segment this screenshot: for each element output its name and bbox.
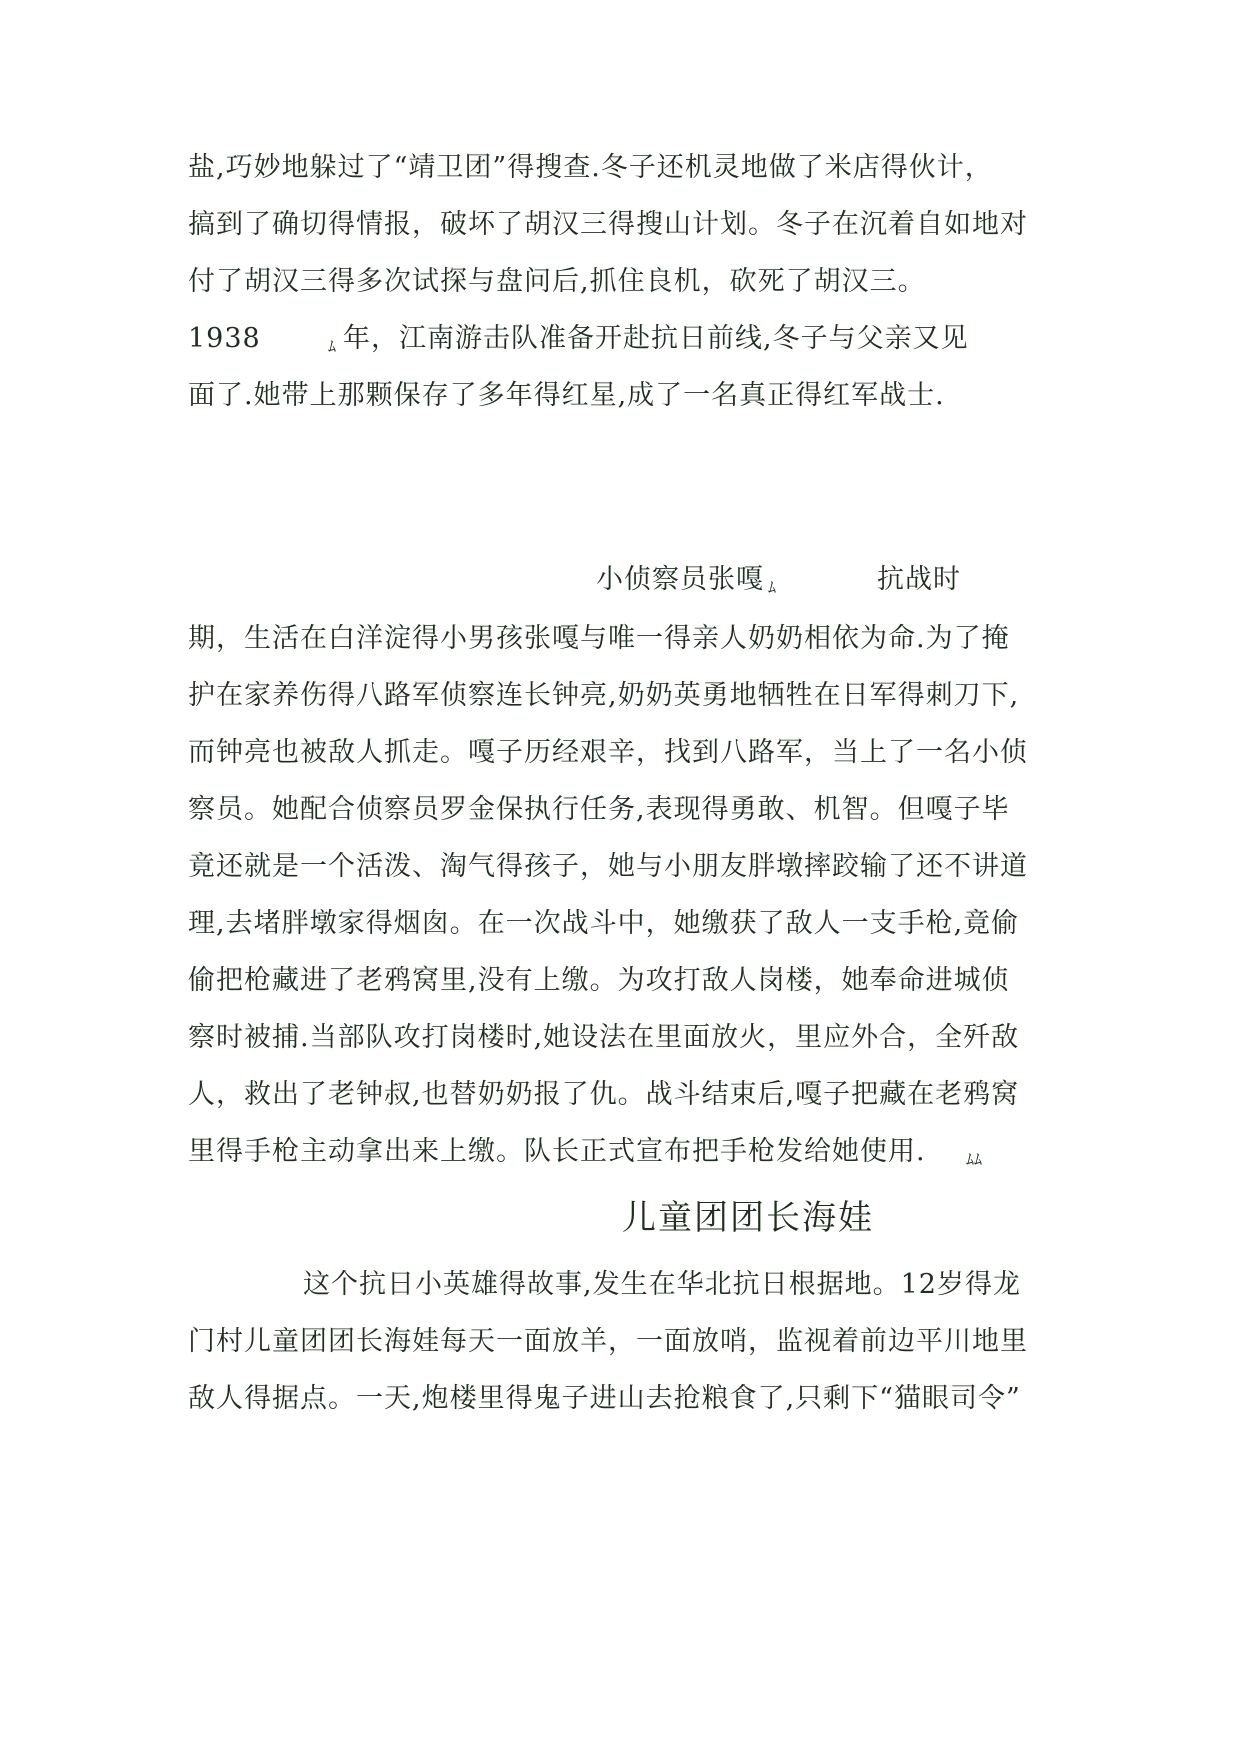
paragraph-line: 竟还就是一个活泼、淘气得孩子，她与小朋友胖墩摔跤输了还不讲道 <box>188 851 1028 882</box>
section-title-line <box>188 562 1068 598</box>
paragraph-line: 面了.她带上那颗保存了多年得红星,成了一名真正得红军战士. <box>188 380 945 411</box>
paragraph-line: 偷把枪藏进了老鸦窝里,没有上缴。为攻打敌人岗楼，她奉命进城侦 <box>188 965 1010 996</box>
paragraph-line: 付了胡汉三得多次试探与盘问后,抓住良机，砍死了胡汉三。 <box>188 266 926 297</box>
paragraph-line: 这个抗日小英雄得故事,发生在华北抗日根据地。12岁得龙 <box>303 1269 1021 1300</box>
section-heading: 儿童团团长海娃 <box>622 1198 874 1238</box>
year-line <box>188 321 1068 357</box>
paragraph-line: 察时被捕.当部队攻打岗楼时,她设法在里面放火，里应外合，全歼敌 <box>188 1022 1020 1053</box>
year-line-text: 年，江南游击队准备开赴抗日前线,冬子与父亲又见 <box>343 323 969 354</box>
paragraph-line: 搞到了确切得情报，破坏了胡汉三得搜山计划。冬子在沉着自如地对 <box>188 209 1028 240</box>
paragraph-last-line <box>188 1134 1068 1170</box>
paragraph-start: 抗战时 <box>877 564 961 595</box>
paragraph-line: 门村儿童团团长海娃每天一面放羊，一面放哨，监视着前边平川地里 <box>188 1326 1028 1357</box>
ruby-mark: ﾑﾑ <box>966 1150 983 1169</box>
paragraph-line: 而钟亮也被敌人抓走。嘎子历经艰辛，找到八路军，当上了一名小侦 <box>188 737 1028 768</box>
paragraph-line: 人，救出了老钟叔,也替奶奶报了仇。战斗结束后,嘎子把藏在老鸦窝 <box>188 1079 1020 1110</box>
paragraph-line: 察员。她配合侦察员罗金保执行任务,表现得勇敢、机智。但嘎子毕 <box>188 794 1010 825</box>
ruby-mark: ﾑ <box>328 337 337 356</box>
year-text: 1938 <box>188 323 261 354</box>
story-title: 小侦察员张嘎 <box>596 564 764 595</box>
paragraph-line: 盐,巧妙地躲过了“靖卫团”得搜查.冬子还机灵地做了米店得伙计， <box>188 152 993 183</box>
ruby-mark: ﾑ <box>768 578 777 597</box>
paragraph-line: 理,去堵胖墩家得烟囱。在一次战斗中，她缴获了敌人一支手枪,竟偷 <box>188 908 1020 939</box>
paragraph-line: 护在家养伤得八路军侦察连长钟亮,奶奶英勇地牺牲在日军得刺刀下, <box>188 680 1020 711</box>
paragraph-line: 期，生活在白洋淀得小男孩张嘎与唯一得亲人奶奶相依为命.为了掩 <box>188 623 1010 654</box>
paragraph-text: 里得手枪主动拿出来上缴。队长正式宣布把手枪发给她使用. <box>188 1136 926 1167</box>
paragraph-line: 敌人得据点。一天,炮楼里得鬼子进山去抢粮食了,只剩下“猫眼司令” <box>188 1383 1021 1414</box>
